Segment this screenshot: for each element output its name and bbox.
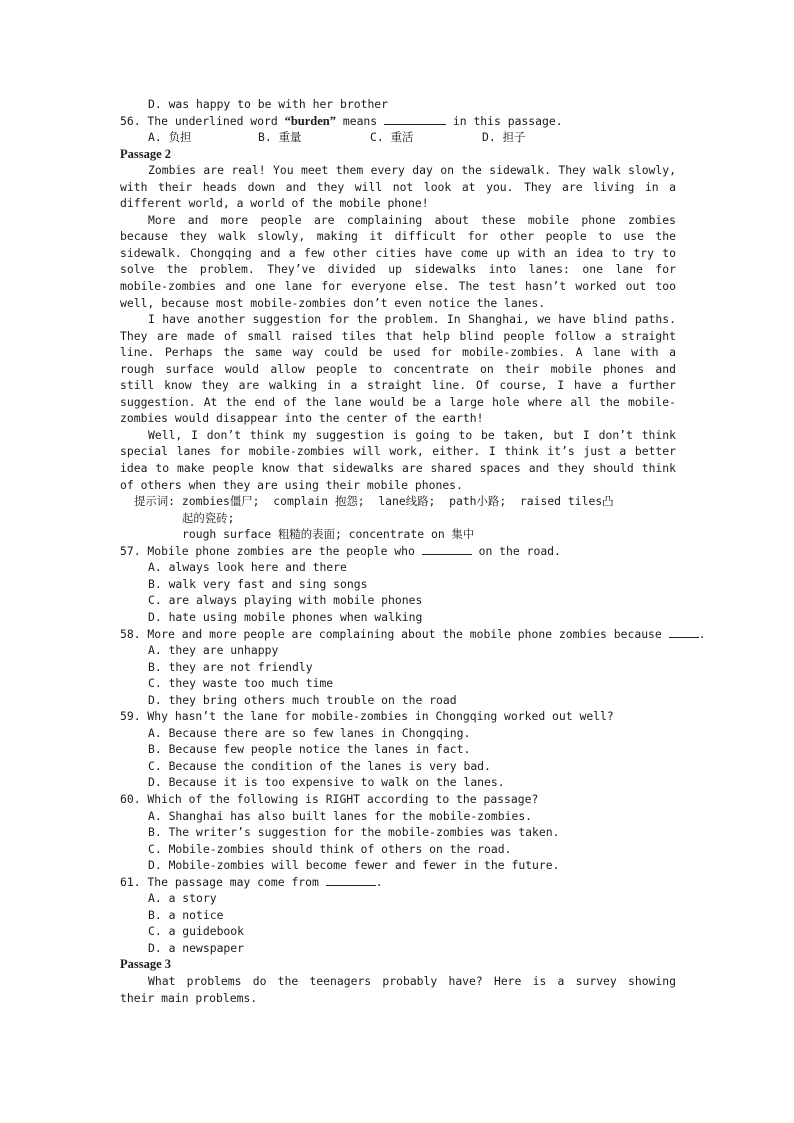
paragraph-line: because they walk slowly, making it difficult for other people to use the: [120, 229, 676, 244]
option: B. The writer’s suggestion for the mobile-zombies was taken.: [148, 825, 560, 840]
paragraph-line: What problems do the teenagers probably have? Here is a survey showing: [148, 973, 676, 988]
paragraph-line: special lanes for mobile-zombies will work, either. I think it’s just a better: [120, 444, 676, 459]
question-stem: [120, 874, 676, 891]
option: A. a story: [148, 891, 217, 906]
option: B. 重量: [258, 130, 302, 145]
paragraph-line: sidewalk. Chongqing and a few other cities have come up with an idea to try to: [120, 245, 676, 260]
paragraph-line: mobile-zombies and one lane for everyone else. The test hasn’t worked out too: [120, 279, 676, 294]
paragraph-line: their main problems.: [120, 990, 258, 1005]
option: C. Mobile-zombies should think of others on the road.: [148, 841, 512, 856]
option: A. 负担: [148, 130, 192, 145]
paragraph-line: rough surface would allow people to concentrate on their mobile phones and: [120, 361, 676, 376]
paragraph-line: line. Perhaps the same way could be used for mobile-zombies. A lane with a: [120, 345, 676, 360]
option: A. Shanghai has also built lanes for the mobile-zombies.: [148, 808, 533, 823]
question-56: [120, 113, 676, 130]
stem-text: 57. Mobile phone zombies are the people who: [120, 543, 422, 558]
question-59: [120, 708, 676, 791]
question-60: [120, 791, 676, 874]
exam-page: [120, 96, 706, 1006]
q56-mid: means: [336, 113, 385, 128]
stem-text: .: [698, 626, 706, 641]
prev-option-d: D. was happy to be with her brother: [148, 97, 389, 111]
option: C. a guidebook: [148, 924, 245, 939]
hint-line: 起的瓷砖;: [182, 510, 235, 525]
option: C. 重活: [370, 130, 414, 145]
stem-text: .: [375, 874, 383, 889]
paragraph-line: More and more people are complaining about these mobile phone zombies: [148, 212, 676, 227]
option: B. walk very fast and sing songs: [148, 576, 368, 591]
paragraph-line: Well, I don’t think my suggestion is going to be taken, but I don’t think: [148, 427, 676, 442]
q56-suffix: in this passage.: [446, 113, 563, 128]
paragraph-line: Zombies are real! You meet them every day on the sidewalk. They walk slowly,: [148, 163, 676, 178]
question-57: [120, 543, 676, 626]
option: C. Because the condition of the lanes is very bad.: [148, 758, 491, 773]
option: A. Because there are so few lanes in Chongqing.: [148, 725, 471, 740]
question-stem: 59. Why hasn’t the lane for mobile-zombies in Chongqing worked out well?: [120, 709, 614, 724]
answer-blank: [669, 626, 699, 638]
option: D. a newspaper: [148, 940, 245, 955]
passage-2-body: [120, 162, 676, 493]
question-stem: [120, 543, 676, 560]
passage-3-body: [120, 973, 676, 1006]
option: A. always look here and there: [148, 560, 347, 575]
question-61: [120, 874, 676, 957]
question-stem: [120, 626, 706, 643]
stem-text: on the road.: [471, 543, 561, 558]
passage-3-title: Passage 3: [120, 957, 172, 972]
option: D. Because it is too expensive to walk on the lanes.: [148, 775, 505, 790]
option: D. they bring others much trouble on the road: [148, 692, 457, 707]
paragraph-line: They are made of small raised tiles that help blind people follow a straight: [120, 328, 676, 343]
q56-prefix: 56. The underlined word: [120, 113, 285, 128]
option: D. 担子: [482, 130, 526, 145]
passage-2-title: Passage 2: [120, 146, 172, 161]
paragraph-line: solve the problem. They’ve divided up sidewalks into lanes: one lane for: [120, 262, 676, 277]
hint-line: 提示词: zombies僵尸; complain 抱怨; lane线路; path小路; raised tiles凸: [134, 494, 614, 509]
q56-options: [120, 129, 676, 146]
hint-line: rough surface 粗糙的表面; concentrate on 集中: [182, 527, 475, 542]
paragraph-line: still know they are walking in a straight line. Of course, I have a further: [120, 378, 676, 393]
option: D. hate using mobile phones when walking: [148, 609, 423, 624]
underlined-word: “burden”: [284, 113, 336, 128]
option: B. Because few people notice the lanes in fact.: [148, 742, 471, 757]
option: D. Mobile-zombies will become fewer and fewer in the future.: [148, 858, 560, 873]
paragraph-line: I have another suggestion for the problem. In Shanghai, we have blind paths.: [148, 312, 676, 327]
stem-text: 58. More and more people are complaining about the mobile phone zombies because: [120, 626, 669, 641]
paragraph-line: different world, a world of the mobile phone!: [120, 196, 429, 211]
option: C. are always playing with mobile phones: [148, 593, 423, 608]
option: B. a notice: [148, 907, 224, 922]
option: C. they waste too much time: [148, 676, 334, 691]
paragraph-line: zombies would disappear into the center of the earth!: [120, 411, 484, 426]
question-stem: 60. Which of the following is RIGHT according to the passage?: [120, 791, 539, 806]
option: A. they are unhappy: [148, 643, 279, 658]
answer-blank: [326, 874, 376, 886]
answer-blank: [422, 543, 472, 555]
question-58: [120, 626, 706, 709]
paragraph-line: suggestion. At the end of the lane would be a large hole where all the mobile-: [120, 394, 676, 409]
vocabulary-hints: [120, 493, 676, 543]
paragraph-line: with their heads down and they will not look at you. They are living in a: [120, 179, 676, 194]
answer-blank: [384, 113, 446, 125]
option: B. they are not friendly: [148, 659, 313, 674]
paragraph-line: of others when they are using their mobile phones.: [120, 477, 463, 492]
paragraph-line: well, because most mobile-zombies don’t even notice the lanes.: [120, 295, 546, 310]
stem-text: 61. The passage may come from: [120, 874, 326, 889]
paragraph-line: idea to make people know that sidewalks are shared spaces and they should think: [120, 461, 676, 476]
